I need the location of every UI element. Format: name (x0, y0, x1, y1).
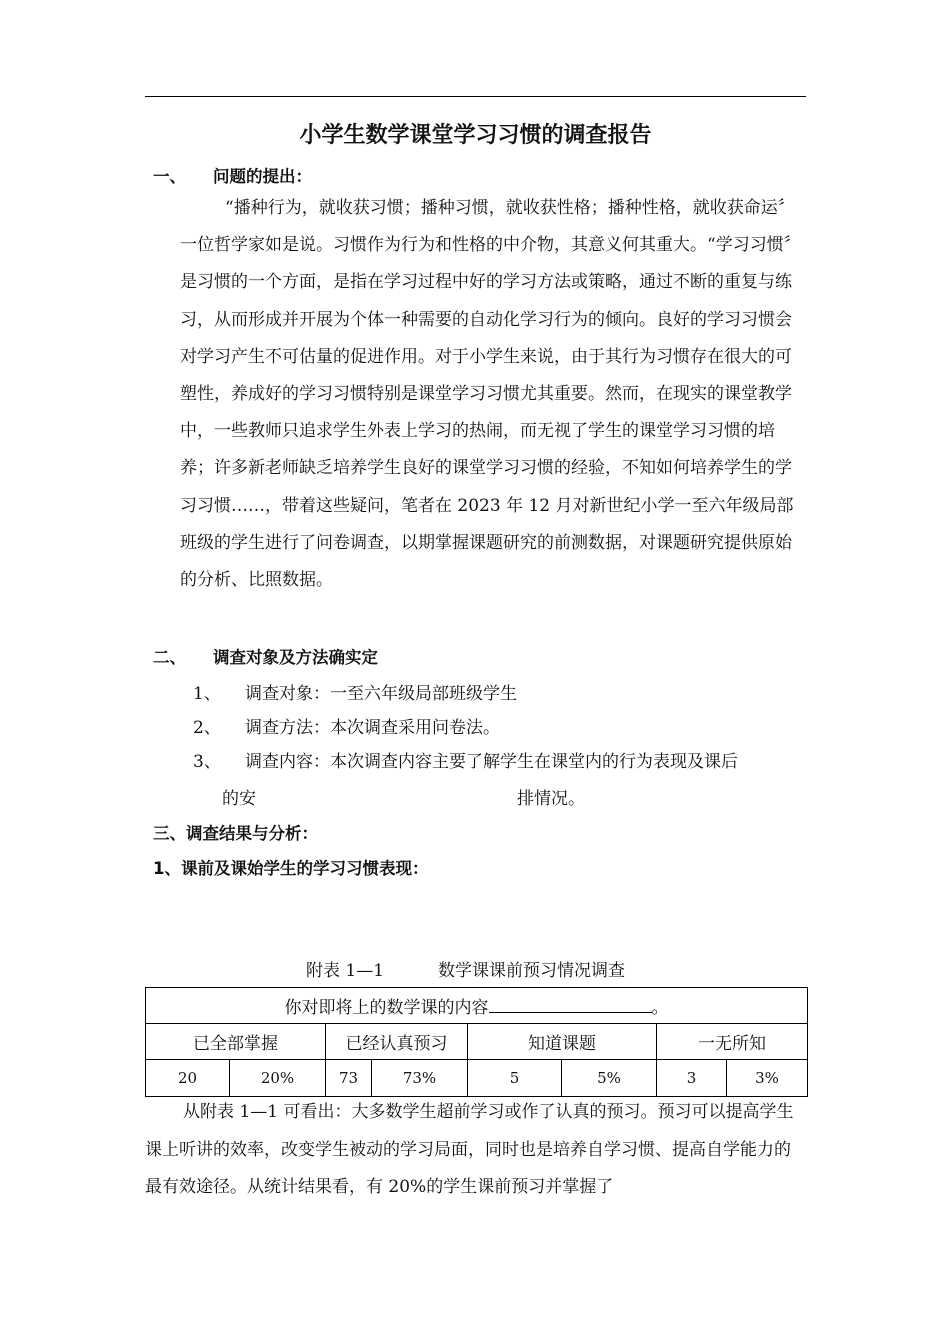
percent-cell: 3% (727, 1060, 808, 1097)
list-item (193, 679, 517, 704)
document-title: 小学生数学课堂学习习惯的调查报告 (299, 123, 652, 148)
count-cell: 20 (146, 1060, 230, 1097)
analysis-text: 从附表 1—1 可看出：大多数学生超前学习或作了认真的预习。预习可以提高学生课上听讲的效率，改变学生被动的学习局面，同时也是培养自学习惯、提高自学能力的最有效途径。从统计结果看，有 20%的学生课前预习并掌握了 (145, 1102, 794, 1197)
list-item-text: 调查内容：本次调查内容主要了解学生在课堂内的行为表现及课后 (245, 752, 738, 772)
option-header: 已全部掌握 (146, 1024, 326, 1060)
option-header: 知道课题 (468, 1024, 657, 1060)
list-item-text: 调查方法：本次调查采用问卷法。 (245, 718, 500, 738)
section-1-paragraph (180, 190, 806, 599)
count-cell: 3 (657, 1060, 727, 1097)
header-rule (145, 96, 806, 97)
option-header: 一无所知 (657, 1024, 808, 1060)
survey-table (145, 987, 808, 1097)
list-item-text: 调查对象：一至六年级局部班级学生 (245, 684, 517, 704)
list-item-number: 3、 (193, 752, 221, 772)
table-caption-title: 数学课课前预习情况调查 (438, 961, 626, 981)
section-2-number: 二、 (153, 648, 186, 667)
answer-blank (489, 996, 652, 1013)
list-item-number: 2、 (193, 718, 221, 738)
option-header: 已经认真预习 (326, 1024, 468, 1060)
count-cell: 5 (468, 1060, 562, 1097)
percent-cell: 5% (562, 1060, 657, 1097)
analysis-paragraph (145, 1094, 807, 1207)
list-item-continuation-b: 排情况。 (517, 789, 585, 809)
percent-cell: 20% (230, 1060, 326, 1097)
section-1-heading (153, 163, 312, 187)
survey-question: 你对即将上的数学课的内容 (284, 998, 489, 1018)
table-caption (306, 956, 625, 981)
section-3-heading: 三、调查结果与分析： (153, 824, 318, 843)
subsection-1-heading: 1、课前及课始学生的学习习惯表现： (153, 859, 429, 878)
list-item-continuation-a: 的安 (222, 789, 256, 809)
survey-question-end: 。 (651, 998, 669, 1018)
list-item-number: 1、 (193, 684, 221, 704)
section-1-text: “播种行为，就收获习惯；播种习惯，就收获性格；播种性格，就收获命运〞一位哲学家如是说。习惯作为行为和性格的中介物，其意义何其重大。“学习习惯〞是习惯的一个方面，是指在学习过程中好的学习方法或策略，通过不断的重复与练习，从而形成并开展为个体一种需要的自动化学习行为的倾向。良好的学习习惯会对学习产生不可估量的促进作用。对于小学生来说，由于其行为习惯存在很大的可塑性，养成好的学习习惯特别是课堂学习习惯尤其重要。然而，在现实的课堂教学中，一些教师只追求学生外表上学习的热闹，而无视了学生的课堂学习习惯的培养；许多新老师缺乏培养学生良好的课堂学习习惯的经验，不知如何培养学生的学习习惯……，带着这些疑问，笔者在 2023 年 12 月对新世纪小学一至六年级局部班级的学生进行了问卷调查，以期掌握课题研究的前测数据，对课题研究提供原始的分析、比照数据。 (180, 198, 801, 591)
count-cell: 73 (326, 1060, 372, 1097)
list-item (193, 747, 738, 772)
section-2-heading (153, 644, 378, 668)
table-row (146, 988, 808, 1024)
section-1-number: 一、 (153, 167, 186, 186)
survey-question-cell (146, 988, 808, 1024)
list-item (193, 713, 500, 738)
percent-cell: 73% (372, 1060, 468, 1097)
table-row (146, 1024, 808, 1060)
table-caption-id: 附表 1—1 (306, 961, 385, 981)
section-2-title: 调查对象及方法确实定 (213, 648, 378, 667)
section-1-title: 问题的提出： (213, 167, 312, 186)
table-row (146, 1060, 808, 1097)
